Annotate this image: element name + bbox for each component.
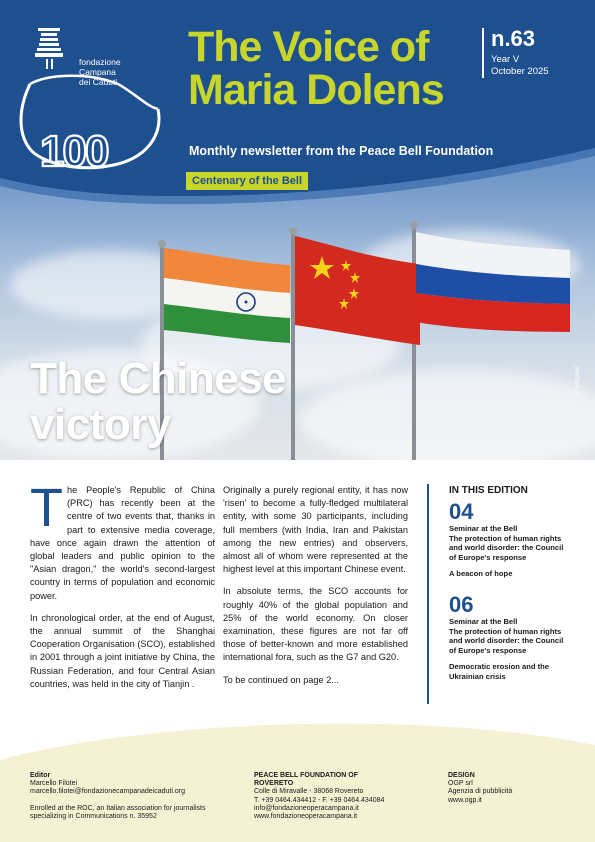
toc-extra: A beacon of hope (449, 569, 513, 579)
design-company: OGP srl (448, 780, 473, 788)
design-agency: Agenzia di pubblicità (448, 788, 513, 796)
org-line-3: dei Caduti (79, 77, 118, 87)
toc-section: Seminar at the Bell (449, 524, 518, 533)
bell-icon (35, 28, 63, 69)
footer-design (448, 772, 512, 805)
foundation-logo (18, 14, 168, 189)
org-line-2: Campana (79, 67, 116, 77)
logo-100: 100 (40, 127, 108, 176)
flag-india (164, 248, 290, 343)
newsletter-tagline: Monthly newsletter from the Peace Bell Foundation (189, 144, 494, 158)
drop-cap: T (30, 478, 63, 538)
title-line-1: The Voice of (188, 23, 429, 71)
article-column-2 (223, 484, 408, 696)
footer (0, 700, 595, 842)
article-column-1 (30, 478, 215, 700)
org-line-1: fondazione (79, 57, 121, 67)
design-web[interactable]: www.ogp.it (448, 796, 482, 804)
foundation-phone: T. +39 0464.434412 - F. +39 0464.434084 (254, 796, 385, 804)
centenary-badge: Centenary of the Bell (186, 172, 308, 192)
foundation-name-footer: PEACE BELL FOUNDATION OF ROVERETO (254, 772, 358, 788)
toc-page-number: 06 (449, 591, 474, 617)
editor-note: Enrolled at the ROC, an Italian association for journalists specializing in Communications n. 35952 (30, 804, 206, 820)
flag-china (295, 236, 420, 345)
foundation-email[interactable]: info@fondazioneoperacampana.it (254, 804, 359, 812)
toc-title: The protection of human rights and world disorder: the Council of Europe's response (449, 533, 564, 562)
article-paragraph: In chronological order, at the end of August, the annual summit of the Shanghai Cooperation Organisation (SCO), established in 2001 through a joint initiative by China, the Russian Federation, and four Central Asian countries, was held in the city of Tianjin . (30, 612, 215, 689)
design-label: DESIGN (448, 772, 475, 779)
issue-divider (482, 28, 484, 78)
title-line-2: Maria Dolens (188, 66, 444, 114)
issue-year: Year V (491, 54, 520, 65)
article-paragraph: In absolute terms, the SCO accounts for roughly 40% of the global population and 25% of the world economy. On closer examination, these figures are not far off those of better-known and more established international fora, such as the G7 and G20. (223, 586, 408, 663)
issue-meta (491, 54, 549, 78)
continued-link[interactable]: To be continued on page 2... (223, 674, 339, 685)
toc-section: Seminar at the Bell (449, 616, 518, 626)
flag-russia (416, 232, 570, 332)
article-paragraph (30, 478, 215, 603)
editor-label: Editor (30, 772, 51, 779)
headline-line-2: victory (30, 400, 171, 449)
in-this-edition (449, 485, 569, 682)
footer-editor (30, 772, 240, 821)
cover-headline (30, 356, 286, 448)
toc-page-number: 04 (449, 499, 474, 524)
issue-number: n.63 (491, 26, 536, 51)
toc-divider (427, 484, 429, 704)
photo-credit: © wildpixel (575, 366, 581, 395)
foundation-web[interactable]: www.fondazioneoperacampana.it (254, 813, 358, 821)
toc-heading: IN THIS EDITION (449, 485, 528, 496)
foundation-name (79, 57, 121, 87)
editor-email[interactable]: marcello.filotei@fondazionecampanadeicaduti.org (30, 788, 185, 796)
newsletter-title (188, 23, 444, 114)
foundation-address: Colle di Miravalle - 38068 Rovereto (254, 788, 364, 796)
editor-name: Marcello Filotei (30, 780, 78, 788)
headline-line-1: The Chinese (30, 354, 287, 403)
toc-entry[interactable] (449, 500, 569, 579)
flagpole-china (291, 232, 295, 460)
toc-entry[interactable] (449, 593, 569, 682)
paragraph-text: he People's Republic of China (PRC) has recently been at the centre of two events that, thanks in part to extensive media coverage, have once again drawn the attention of global leaders and public opinion to the "Asian dragon," the world's second-largest country in terms of population and economic power. (30, 485, 215, 601)
footer-foundation (254, 772, 384, 821)
article-paragraph: Originally a purely regional entity, it has now 'risen' to become a fully-fledged multilateral entity, with some 30 participants, including full members (with India, Iran and Pakistan among the new entries) and observers, almost all of whom were represented at the highest level at this important Chinese event. (223, 485, 408, 575)
toc-extra: Democratic erosion and the Ukrainian crisis (449, 662, 550, 681)
toc-title: The protection of human rights and world disorder: the Council of Europe's response (449, 626, 564, 655)
issue-date: October 2025 (491, 66, 549, 77)
